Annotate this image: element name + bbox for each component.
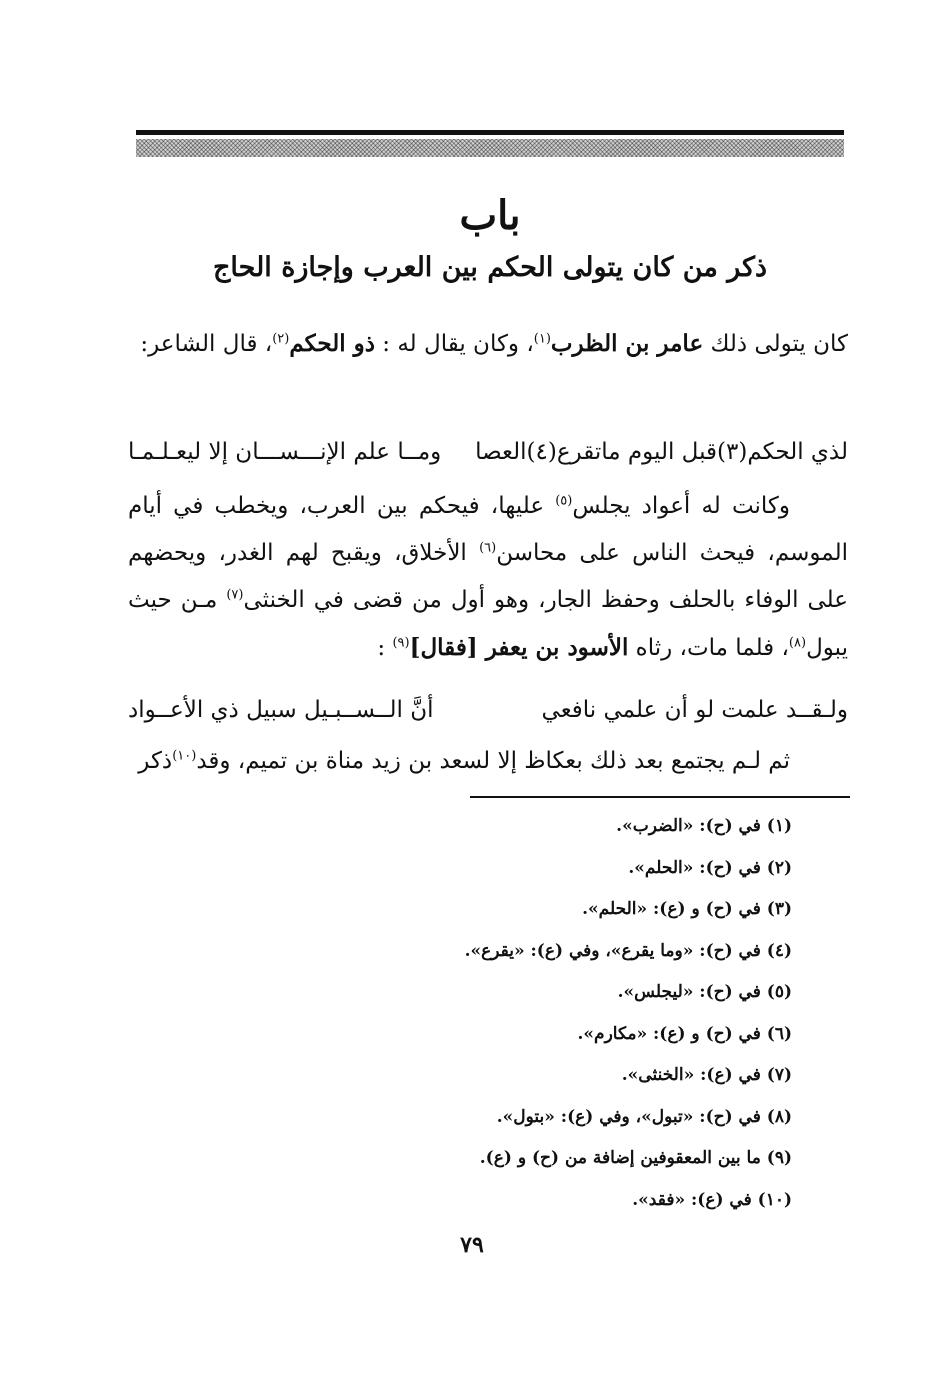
paragraph-3-part-2: ذكر [138, 748, 173, 774]
chapter-title: باب [459, 192, 521, 239]
footnote-ref-6: (٦) [479, 540, 497, 556]
footnote-separator [470, 796, 850, 798]
paragraph-3 [128, 738, 848, 785]
paragraph-2-part-3: الأخلاق، ويقبح لهم الغدر، ويحضهم على الوفاء بالحلف وحفظ الجار، وهو أول من قضى في الخنثى [128, 540, 849, 613]
footnote-ref-10: (١٠) [172, 748, 197, 764]
paragraph-2-part-2: عليها، فيحكم بين العرب، ويخطب في أيام الموسم، فيحث الناس على محاسن [128, 493, 848, 566]
person-name-amir: عامر بن الظرب [550, 330, 704, 357]
chapter-subtitle: ذكر من كان يتولى الحكم بين العرب وإجازة الحاج [212, 252, 767, 283]
footnotes [420, 806, 792, 1221]
paragraph-2 [128, 483, 848, 672]
footnote-4: (٤) في (ح): «وما يقرع»، وفي (ع): «يقرع». [464, 940, 792, 961]
footnote-2: (٢) في (ح): «الحلم». [628, 857, 792, 878]
paragraph-2-part-6: : [377, 635, 393, 661]
footnote-3: (٣) في (ح) و (ع): «الحلم». [582, 899, 792, 919]
paragraph-2-part-1: وكانت له أعواد يجلس [572, 493, 790, 519]
paragraph-1-part-3: ، قال الشاعر: [140, 331, 273, 357]
verse-2-second-hemistich: أنَّ الــســبـيل سبيل ذي الأعــواد [128, 697, 434, 723]
footnote-6: (٦) في (ح) و (ع): «مكارم». [577, 1023, 792, 1044]
footnote-ref-7: (٧) [226, 587, 244, 603]
footnote-ref-9: (٩) [392, 635, 410, 651]
footnote-ref-2: (٢) [272, 331, 290, 347]
verse-1-second-hemistich: ومــا علم الإنـــســـان إلا ليعـلـمـا [128, 439, 442, 465]
footnote-7: (٧) في (ع): «الخنثى». [621, 1065, 792, 1085]
paragraph-1-part-2: ، وكان يقال له : [374, 331, 534, 357]
footnote-ref-8: (٨) [788, 635, 807, 651]
paragraph-1-part-1: كان يتولى ذلك [703, 331, 848, 357]
epithet-dhu-al-hukm: ذو الحكم [289, 330, 375, 357]
paragraph-2-part-4: مـن حيث يبول [128, 587, 848, 661]
footnote-ref-5: (٥) [555, 493, 573, 509]
page-number: ٧٩ [460, 1232, 484, 1258]
paragraph-2-part-5: ، فلما مات، رثاه [628, 635, 789, 661]
footnote-9: (٩) ما بين المعقوفين إضافة من (ح) و (ع). [479, 1148, 792, 1168]
footnote-5: (٥) في (ح): «ليجلس». [617, 982, 792, 1002]
paragraph-1 [128, 320, 848, 368]
footnote-8: (٨) في (ح): «تبول»، وفي (ع): «بتول». [496, 1106, 792, 1127]
header-rule-thick [136, 130, 844, 135]
paragraph-3-part-1: ثم لـم يجتمع بعد ذلك بعكاظ إلا لسعد بن زيد مناة بن تميم، وقد [196, 748, 790, 774]
header-rule-hatched [136, 139, 844, 157]
verse-2 [128, 690, 848, 730]
verse-2-first-hemistich: ولـقــد علمت لو أن علمي نافعي [541, 697, 848, 723]
footnote-ref-1: (١) [533, 331, 551, 347]
person-name-aswad: الأسود بن يعفر [فقال] [409, 634, 629, 661]
verse-1-first-hemistich: لذي الحكم(٣)قبل اليوم ماتقرع(٤)العصا [475, 439, 848, 465]
footnote-1: (١) في (ح): «الضرب». [616, 816, 792, 836]
footnote-10: (١٠) في (ع): «فقد». [632, 1189, 792, 1210]
verse-1 [128, 432, 848, 472]
